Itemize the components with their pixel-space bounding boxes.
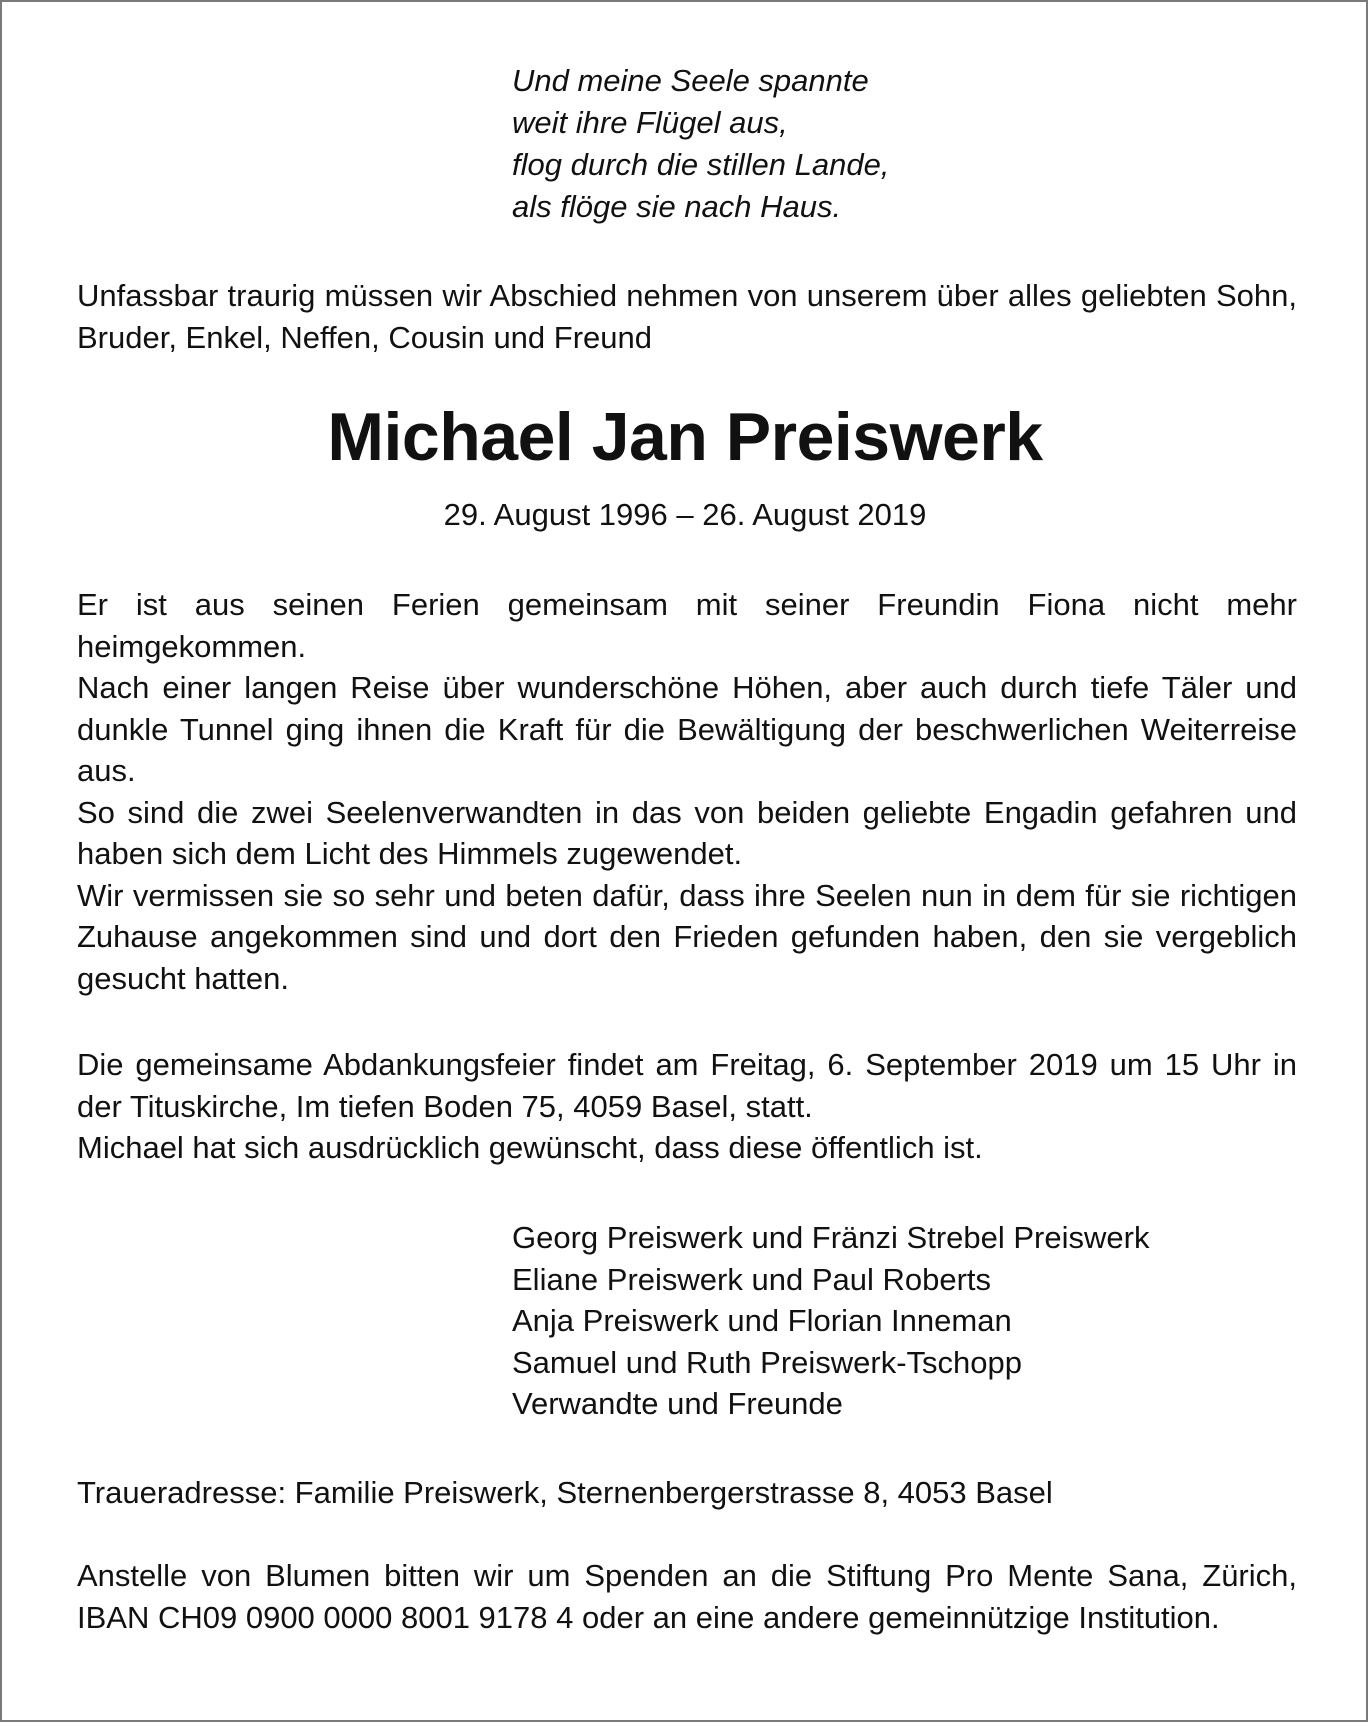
ceremony-paragraph: Michael hat sich ausdrücklich gewünscht, dass diese öffentlich ist. (77, 1130, 983, 1165)
signatory: Eliane Preiswerk und Paul Roberts (512, 1261, 992, 1297)
deceased-name: Michael Jan Preiswerk (327, 399, 1043, 475)
signatory: Samuel und Ruth Preiswerk-Tschopp (512, 1344, 1023, 1380)
main-paragraph: Nach einer langen Reise über wunderschöne Höhen, aber auch durch tiefe Täler und dunkle Tunnel ging ihnen die Kraft für die Bewältigung der beschwerlichen Weiterreise aus. (77, 670, 1297, 788)
poem-line: flog durch die stillen Lande, (512, 147, 890, 182)
mourning-address: Traueradresse: Familie Preiswerk, Sternenbergerstrasse 8, 4053 Basel (77, 1475, 1053, 1510)
signatory: Anja Preiswerk und Florian Inneman (512, 1303, 1012, 1338)
signatories (512, 1217, 1149, 1425)
main-paragraph: Wir vermissen sie so sehr und beten dafür, dass ihre Seelen nun in dem für sie richtigen Zuhause angekommen sind und dort den Frieden gefunden haben, den sie vergeblich gesucht hatten. (77, 877, 1297, 996)
signatory: Georg Preiswerk und Fränzi Strebel Preiswerk (512, 1220, 1150, 1255)
poem-line: als flöge sie nach Haus. (512, 189, 842, 224)
intro-text: Unfassbar traurig müssen wir Abschied nehmen von unserem über alles geliebten Sohn, Bruder, Enkel, Neffen, Cousin und Freund (77, 278, 1297, 355)
main-paragraph: Er ist aus seinen Ferien gemeinsam mit seiner Freundin Fiona nicht mehr heimgekommen. (77, 587, 1297, 664)
poem-line: Und meine Seele spannte (512, 63, 869, 98)
life-dates: 29. August 1996 – 26. August 2019 (443, 497, 927, 532)
signatory: Verwandte und Freunde (512, 1386, 843, 1421)
main-text (77, 584, 1297, 999)
poem (512, 60, 889, 228)
ceremony-paragraph: Die gemeinsame Abdankungsfeier findet am Freitag, 6. September 2019 um 15 Uhr in der Tituskirche, Im tiefen Boden 75, 4059 Basel, statt. (77, 1047, 1297, 1124)
poem-line: weit ihre Flügel aus, (512, 105, 788, 140)
donation-text: Anstelle von Blumen bitten wir um Spenden an die Stiftung Pro Mente Sana, Zürich, IBAN CH09 0900 0000 8001 9178 4 oder an eine andere gemeinnützige Institution. (77, 1558, 1297, 1635)
main-paragraph: So sind die zwei Seelenverwandten in das von beiden geliebte Engadin gefahren und haben sich dem Licht des Himmels zugewendet. (77, 794, 1297, 871)
ceremony-text (77, 1044, 1297, 1169)
